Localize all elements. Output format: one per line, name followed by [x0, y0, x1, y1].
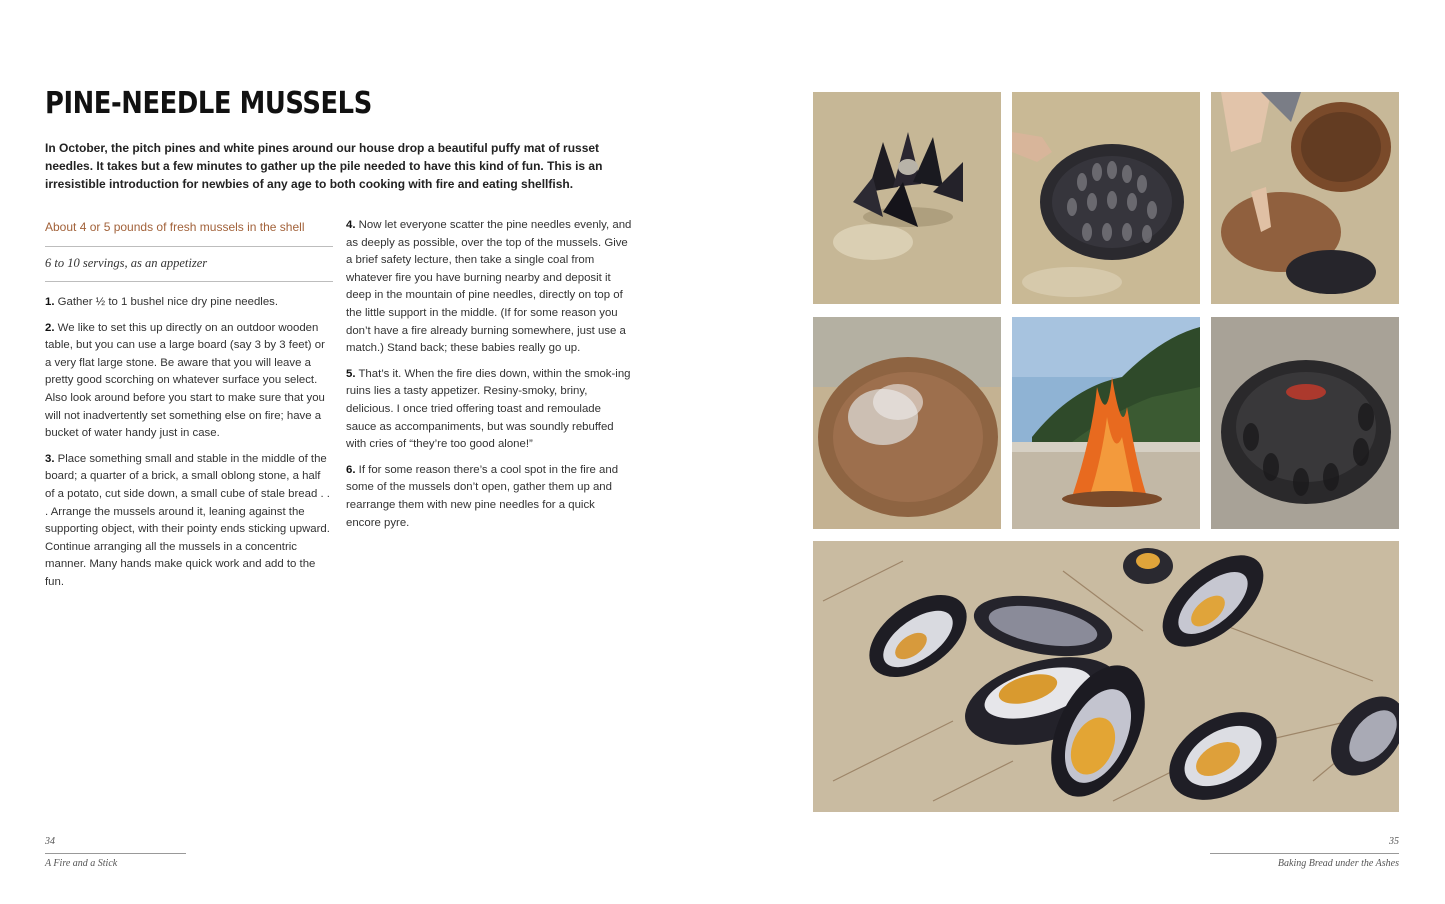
photo-mussel-stack	[813, 92, 1001, 304]
step-text: That’s it. When the fire dies down, within the smok-ing ruins lies a tasty appetizer. Resiny-smoky, briny, delicious. I once tried offering toast and remoulade sauce as accompaniments, but was soundly rebuffed with cries of “they’re too good alone!”	[346, 367, 631, 451]
ingredient-line: About 4 or 5 pounds of fresh mussels in the shell	[45, 217, 333, 247]
photo-mussel-circle	[1012, 92, 1200, 304]
step-6	[346, 462, 632, 532]
right-footer-rule	[1210, 853, 1399, 854]
step-2	[45, 320, 333, 443]
step-3	[45, 451, 333, 592]
recipe-title: PINE-NEEDLE MUSSELS	[45, 86, 372, 121]
text-column-2	[346, 217, 632, 540]
recipe-intro: In October, the pitch pines and white pines around our house drop a beautiful puffy mat of russet needles. It takes but a few minutes to gather up the pile needed to have this kind of fun. This is an irresistible introduction for newbies of any age to both cooking with fire and eating shellfish.	[45, 141, 603, 191]
step-number: 3.	[45, 452, 55, 465]
text-column-1	[45, 217, 333, 600]
right-page	[722, 0, 1445, 904]
step-5	[346, 366, 632, 454]
photo-flames	[1012, 317, 1200, 529]
right-page-number: 35	[1389, 836, 1399, 847]
step-number: 4.	[346, 219, 356, 231]
step-text: Gather ½ to 1 bushel nice dry pine needles.	[57, 296, 279, 308]
step-text: If for some reason there’s a cool spot in the fire and some of the mussels don’t open, gather them up and rearrange them with new pine needles for a quick encore pyre.	[346, 463, 619, 529]
step-number: 2.	[45, 321, 55, 334]
step-number: 6.	[346, 463, 356, 476]
servings-line: 6 to 10 servings, as an appetizer	[45, 247, 333, 282]
left-page	[0, 0, 722, 904]
step-number: 5.	[346, 367, 356, 380]
step-number: 1.	[45, 296, 55, 308]
photo-adding-needles	[1211, 92, 1399, 304]
right-running-footer: Baking Bread under the Ashes	[1277, 858, 1399, 869]
step-4	[346, 217, 632, 358]
photo-charred-mussels	[1211, 317, 1399, 529]
step-1	[45, 294, 333, 312]
step-text: Place something small and stable in the middle of the board; a quarter of a brick, a small oblong stone, a half of a potato, cut side down, a small cube of stale bread . . . Arrange the mussels around it, leaning against the supporting object, with their pointy ends sticking upward. Continue arranging all the mussels in a concentric manner. Many hands make quick work and add to the fun.	[45, 452, 330, 588]
left-running-footer: A Fire and a Stick	[45, 858, 118, 869]
photo-opened-mussels	[813, 541, 1399, 812]
step-text: We like to set this up directly on an outdoor wooden table, but you can use a large board (say 3 by 3 feet) or a very flat large stone. Be aware that you will leave a pretty good scorching on whatever surface you select. Also look around before you start to make sure that you will not inadvertently set something else on fire; have a bucket of water handy just in case.	[45, 321, 325, 440]
photo-smoking-pile	[813, 317, 1001, 529]
step-text: Now let everyone scatter the pine needles evenly, and as deeply as possible, over the top of the mussels. Give a brief safety lecture, then take a single coal from whatever fire you have burning nearby and deposit it deep in the mountain of pine needles, directly on top of the little support in the middle. (If for some reason you don’t have a fire already burning somewhere, just use a match.) Stand back; these babies really go up.	[346, 219, 632, 355]
left-page-number: 34	[45, 836, 55, 847]
left-footer-rule	[45, 853, 186, 854]
